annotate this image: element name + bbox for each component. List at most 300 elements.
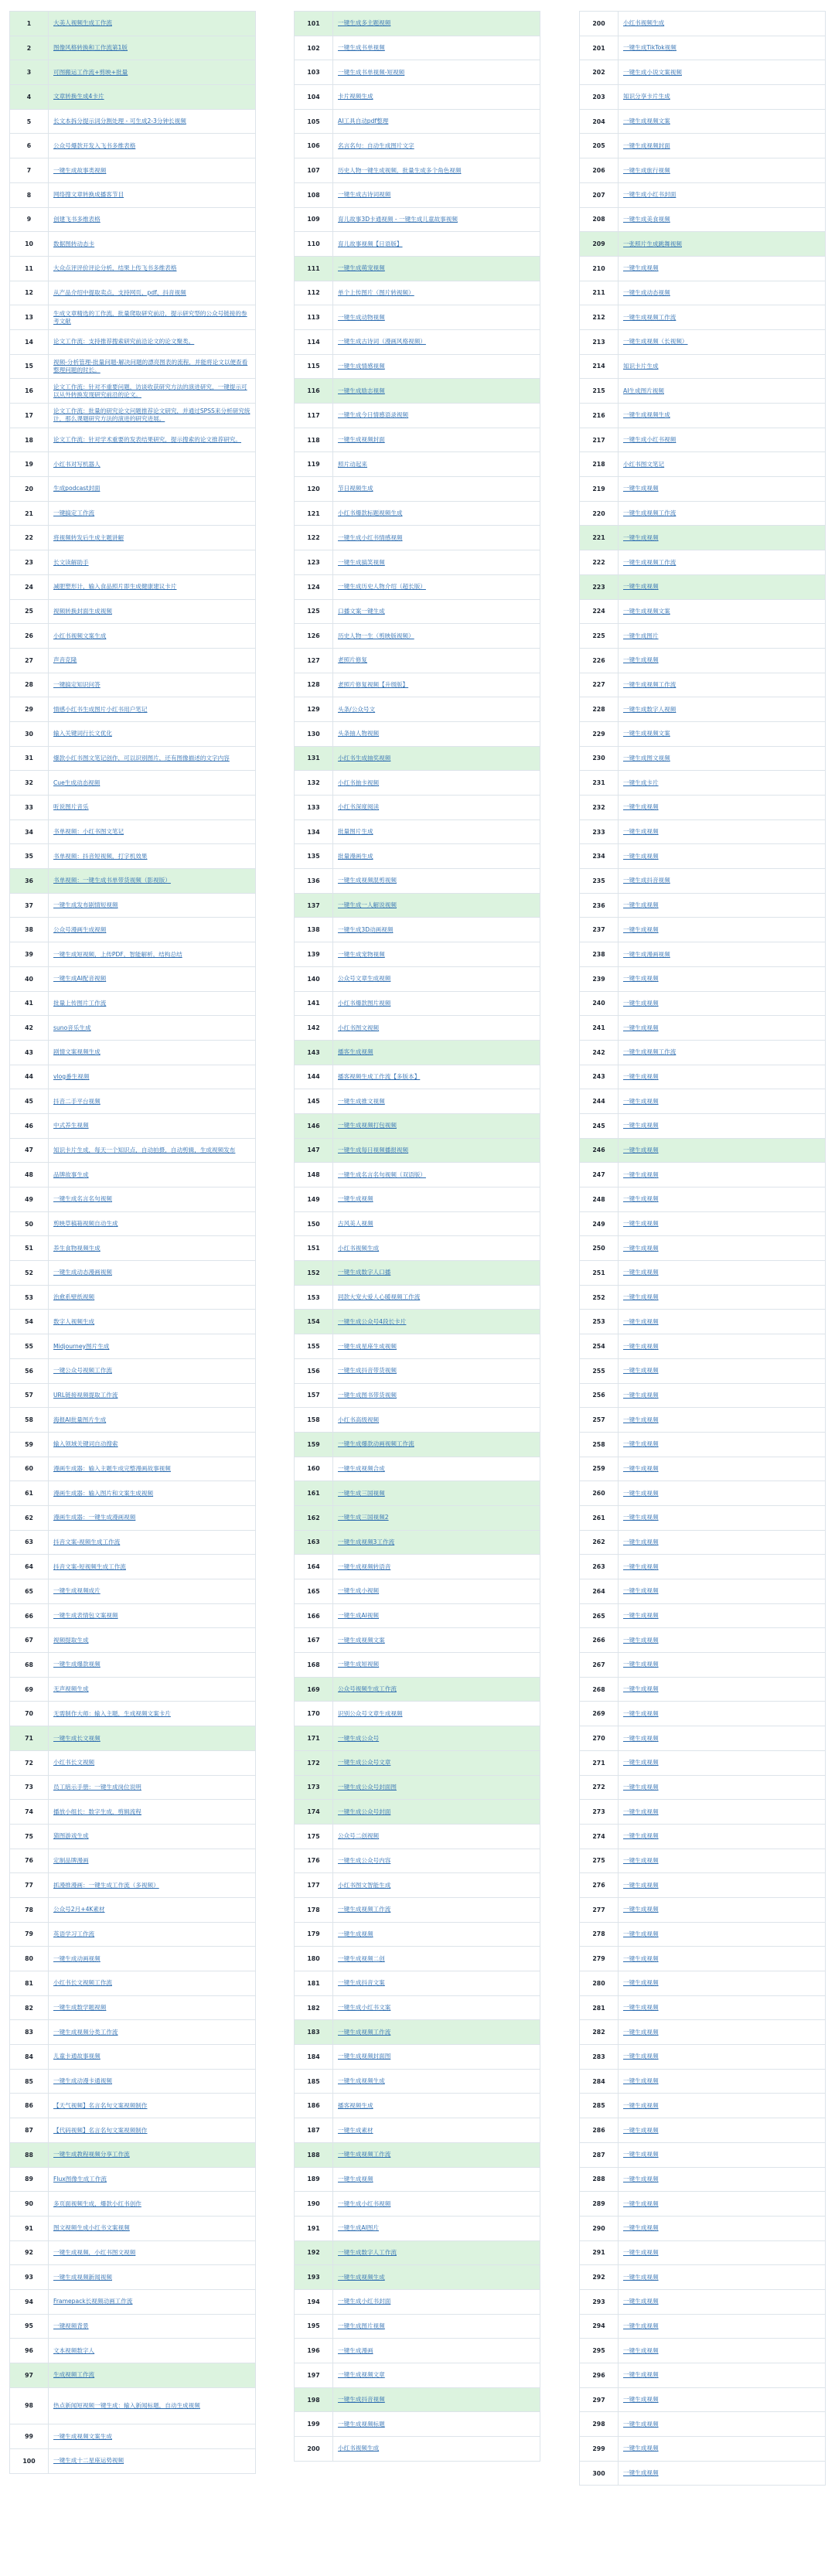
workflow-link[interactable]: 一键公众号视频工作流	[53, 1367, 112, 1375]
workflow-link[interactable]: 抓漫推漫画：一键生成工作流（多视频）	[53, 1881, 159, 1889]
workflow-link[interactable]: 抖音文案-视频生成工作流	[53, 1538, 121, 1546]
workflow-link[interactable]: 一键生成视频生成	[623, 411, 670, 419]
workflow-link[interactable]: 员工暗示手册：一键生成岗位说明	[53, 1783, 141, 1791]
workflow-link[interactable]: 公众号2月+4K素材	[53, 1906, 105, 1913]
workflow-link[interactable]: 一键生成视频生成	[338, 2077, 385, 2085]
workflow-link[interactable]: 治愈系壁纸视频	[53, 1293, 95, 1301]
workflow-link[interactable]: 一键生成星座生成视频	[338, 1342, 397, 1350]
workflow-link[interactable]: 一键生成视频	[623, 1170, 659, 1178]
workflow-link[interactable]: 一键生成名言名句视频（双语版）	[338, 1170, 426, 1178]
workflow-link[interactable]: 文本视频数字人	[53, 2346, 95, 2354]
workflow-link[interactable]: 小红书抽卡视频	[338, 779, 380, 786]
workflow-link[interactable]: 一键生成萌宠视频	[338, 264, 385, 272]
workflow-link[interactable]: 一键生成视频工作流	[338, 2151, 391, 2159]
workflow-link[interactable]: 一键生成三国视频2	[338, 1514, 389, 1521]
workflow-link[interactable]: 名言名句：自动生成图片文字	[338, 141, 414, 149]
workflow-link[interactable]: 历史人物一生（剪映版视频）	[338, 632, 414, 639]
workflow-link[interactable]: 一键生成视频	[623, 2371, 659, 2379]
workflow-link[interactable]: Midjourney图片生成	[53, 1342, 110, 1350]
workflow-link[interactable]: 一键生成动物视频	[338, 313, 385, 321]
workflow-link[interactable]: 一键生成视频	[623, 2224, 659, 2232]
workflow-link[interactable]: 一键生成视频	[623, 1881, 659, 1889]
workflow-link[interactable]: 无声视频生成	[53, 1685, 89, 1693]
workflow-link[interactable]: 数字人视频生成	[53, 1317, 95, 1325]
workflow-link[interactable]: 一键生成小红书文案	[338, 2004, 391, 2012]
workflow-link[interactable]: 老照片修复	[338, 656, 367, 664]
workflow-link[interactable]: 一键生成视频	[623, 656, 659, 664]
workflow-link[interactable]: 生成podcast封面	[53, 485, 101, 492]
workflow-link[interactable]: 一张照片生成跳舞视频	[623, 240, 682, 247]
workflow-link[interactable]: 一键生成十二星座运势视频	[53, 2457, 124, 2465]
workflow-link[interactable]: 一键搞定知识问答	[53, 680, 101, 688]
workflow-link[interactable]: 生成视频工作流	[53, 2371, 95, 2379]
workflow-link[interactable]: 一键生成旅行视频	[623, 166, 670, 174]
workflow-link[interactable]: 一键生成视频	[623, 485, 659, 492]
workflow-link[interactable]: 小红书长文视频工作流	[53, 1979, 112, 1987]
workflow-link[interactable]: 一键生成视频打包视频	[338, 1122, 397, 1130]
workflow-link[interactable]: 论文工作流：批量的研究论文问题推荐论文研究，并通过SPSS来分析研究统计，那么课题研究方法的演进的研究进展。	[53, 407, 250, 423]
workflow-link[interactable]: Framepack长视频动画工作流	[53, 2298, 133, 2305]
workflow-link[interactable]: 一键生成视频（长视频）	[623, 338, 688, 346]
workflow-link[interactable]: 海报AI批量图片生成	[53, 1416, 107, 1423]
workflow-link[interactable]: 一键生成视频	[623, 2199, 659, 2207]
workflow-link[interactable]: 情感小红书生成图片小红书用户笔记	[53, 705, 148, 713]
workflow-link[interactable]: 一键生成视频	[623, 2298, 659, 2305]
workflow-link[interactable]: 一键生成视频	[623, 1489, 659, 1497]
workflow-link[interactable]: AI生成图片视频	[623, 387, 664, 394]
workflow-link[interactable]: AI工具自动pdf整理	[338, 118, 389, 125]
workflow-link[interactable]: 一键生成视频	[623, 828, 659, 836]
workflow-link[interactable]: 一键生成视频	[623, 1220, 659, 1228]
workflow-link[interactable]: 一键生成视频	[623, 2420, 659, 2428]
workflow-link[interactable]: 卡片视频生成	[338, 93, 373, 101]
workflow-link[interactable]: 知识卡片生成	[623, 363, 659, 370]
workflow-link[interactable]: 一键生成表情包文案视频	[53, 1612, 118, 1620]
workflow-link[interactable]: 一键生成动漫卡通视频	[53, 2077, 112, 2085]
workflow-link[interactable]: 批量漫画生成	[338, 852, 373, 860]
workflow-link[interactable]: 一键生成美食视频	[623, 215, 670, 223]
workflow-link[interactable]: 漫画生成器：输入图片和文案生成视频	[53, 1489, 154, 1497]
workflow-link[interactable]: 小红书爆款图片视频	[338, 999, 391, 1007]
workflow-link[interactable]: 一键生成漫画视频	[623, 950, 670, 958]
workflow-link[interactable]: vlog番生视频	[53, 1072, 90, 1080]
workflow-link[interactable]: 育儿故事视频【日语版】	[338, 240, 403, 247]
workflow-link[interactable]: 一键生成视频文章	[338, 2371, 385, 2379]
workflow-link[interactable]: 一键生成爆款视频	[53, 1661, 101, 1668]
workflow-link[interactable]: 一键生成视频	[623, 1661, 659, 1668]
workflow-link[interactable]: 视频提取生成	[53, 1636, 89, 1644]
workflow-link[interactable]: 一键生成漫画	[338, 2346, 373, 2354]
workflow-link[interactable]: 一键生成短视频，上传PDF，智能解析，结构总结	[53, 950, 182, 958]
workflow-link[interactable]: 小红书图文视频	[338, 1024, 380, 1031]
workflow-link[interactable]: 播客视频生成工作流【多版本】	[338, 1072, 421, 1080]
workflow-link[interactable]: 一键生成三国视频	[338, 1489, 385, 1497]
workflow-link[interactable]: 一键生成视频新闻视频	[53, 2273, 112, 2281]
workflow-link[interactable]: 书单视频：小红书图文笔记	[53, 828, 124, 836]
workflow-link[interactable]: 一键生成小红书封面	[623, 191, 677, 199]
workflow-link[interactable]: 一键生成视频工作流	[623, 680, 677, 688]
workflow-link[interactable]: 一键生成视频封面图	[338, 2053, 391, 2060]
workflow-link[interactable]: 论文工作流：支持推荐搜索研究前沿论文的论文聚类。	[53, 338, 195, 346]
workflow-link[interactable]: 一键生成视频	[623, 2053, 659, 2060]
workflow-link[interactable]: 一键生成小红书封面	[338, 2298, 391, 2305]
workflow-link[interactable]: 一键生成故事类视频	[53, 166, 107, 174]
workflow-link[interactable]: 一键生成视频文案生成	[53, 2432, 112, 2440]
workflow-link[interactable]: 同款大宠大爱人心暖视频工作流	[338, 1293, 421, 1301]
workflow-link[interactable]: 一键生成小红书情感视频	[338, 533, 403, 541]
workflow-link[interactable]: 一键生成视频标题	[338, 2420, 385, 2428]
workflow-link[interactable]: 一键生成公众号	[338, 1734, 380, 1742]
workflow-link[interactable]: 一键生成视频	[623, 2322, 659, 2330]
workflow-link[interactable]: 一键生成视频	[623, 1269, 659, 1276]
workflow-link[interactable]: 书单视频：抖音短视频，打字机效果	[53, 852, 148, 860]
workflow-link[interactable]: 一键生成视频	[623, 533, 659, 541]
workflow-link[interactable]: 一键生成视频	[623, 1024, 659, 1031]
workflow-link[interactable]: 一键生成今日情感语录视频	[338, 411, 409, 419]
workflow-link[interactable]: 一键生成数字人口播	[338, 1269, 391, 1276]
workflow-link[interactable]: suno音乐生成	[53, 1024, 91, 1031]
workflow-link[interactable]: 一键生成视频	[623, 2346, 659, 2354]
workflow-link[interactable]: 可图搬运工作流+剪映+批量	[53, 68, 128, 76]
workflow-link[interactable]: 一键生成视频	[623, 1906, 659, 1913]
workflow-link[interactable]: 一键生成视频文案	[623, 730, 670, 738]
workflow-link[interactable]: 一键生成视频	[623, 1954, 659, 1962]
workflow-link[interactable]: 听说图片音乐	[53, 803, 89, 811]
workflow-link[interactable]: 数据图转动态卡	[53, 240, 95, 247]
workflow-link[interactable]: 一键生成视频	[623, 1930, 659, 1938]
workflow-link[interactable]: 一键生成每日视频播报视频	[338, 1147, 409, 1154]
workflow-link[interactable]: 一键生成视频合成	[338, 1464, 385, 1472]
workflow-link[interactable]: 一键生成动态视频	[623, 288, 670, 296]
workflow-link[interactable]: 剪映草稿箱视频自动生成	[53, 1220, 118, 1228]
workflow-link[interactable]: Flux图像生成工作流	[53, 2175, 107, 2182]
workflow-link[interactable]: 论文工作流：针对学术重要的发表结果研究，提示搜索的论文推荐研究。	[53, 436, 241, 444]
workflow-link[interactable]: 将视频转发后生成主题讲解	[53, 533, 124, 541]
workflow-link[interactable]: 一键生成动画视频	[53, 1954, 101, 1962]
workflow-link[interactable]: 【天气视频】名言名句文案视频制作	[53, 2101, 148, 2109]
workflow-link[interactable]: 一键生成视频文案	[623, 607, 670, 615]
workflow-link[interactable]: 历史人物一键生成视频，批量生成多个角色视频	[338, 166, 462, 174]
workflow-link[interactable]: 一键生成视频	[623, 2175, 659, 2182]
workflow-link[interactable]: 小红书对写机器人	[53, 460, 101, 468]
workflow-link[interactable]: 一键生成小视频	[338, 1587, 380, 1595]
workflow-link[interactable]: 小红书视频生成	[623, 19, 665, 27]
workflow-link[interactable]: 一键生成视频分类工作流	[53, 2028, 118, 2036]
workflow-link[interactable]: 一键生成视频	[623, 925, 659, 933]
workflow-link[interactable]: 小红书生成抽奖视频	[338, 755, 391, 762]
workflow-link[interactable]: 一键生成视频文案	[623, 118, 670, 125]
workflow-link[interactable]: 批量上传图片工作流	[53, 999, 107, 1007]
workflow-link[interactable]: 一键生成AI图片	[338, 2224, 379, 2232]
workflow-link[interactable]: 一键生成视频	[623, 2445, 659, 2452]
workflow-link[interactable]: 一键生成视频	[623, 1097, 659, 1105]
workflow-link[interactable]: 一键生成视频	[623, 1612, 659, 1620]
workflow-link[interactable]: 一键生成历史人物介绍（超长版）	[338, 583, 426, 591]
workflow-link[interactable]: 一键生成视频	[623, 999, 659, 1007]
workflow-link[interactable]: 一键生成公众号文章	[338, 1759, 391, 1767]
workflow-link[interactable]: 一键生成小红书视频	[623, 436, 677, 444]
workflow-link[interactable]: 公众号文章生成视频	[338, 975, 391, 983]
workflow-link[interactable]: 一键生成抖音带货视频	[338, 1367, 397, 1375]
workflow-link[interactable]: 一键生成动态漫画视频	[53, 1269, 112, 1276]
workflow-link[interactable]: 一键生成视频二创	[338, 1954, 385, 1962]
workflow-link[interactable]: 小红书图文智能生成	[338, 1881, 391, 1889]
workflow-link[interactable]: 一键生成抖音文案	[338, 1979, 385, 1987]
workflow-link[interactable]: 一键生成数字人视频	[623, 705, 677, 713]
workflow-link[interactable]: 一键生成抖音视频	[623, 877, 670, 884]
workflow-link[interactable]: 一键生成视频	[623, 1391, 659, 1399]
workflow-link[interactable]: 一键生成视频生成	[338, 2273, 385, 2281]
workflow-link[interactable]: 公众号漫画生成视频	[53, 925, 107, 933]
workflow-link[interactable]: 老照片修复视频【升级版】	[338, 680, 409, 688]
workflow-link[interactable]: 一键生成视频	[623, 2273, 659, 2281]
workflow-link[interactable]: 小红书视频文案生成	[53, 632, 107, 639]
workflow-link[interactable]: 一键生成视频	[623, 1293, 659, 1301]
workflow-link[interactable]: 猜图游戏生成	[53, 1832, 89, 1840]
workflow-link[interactable]: 长文本拆分提示词分割处理 - 可生成2-3分钟长视频	[53, 118, 186, 125]
workflow-link[interactable]: 一键生成视频	[623, 1685, 659, 1693]
workflow-link[interactable]: 一键生成视频	[338, 1195, 373, 1203]
workflow-link[interactable]: 一键生成书单视频-短视频	[338, 68, 405, 76]
workflow-link[interactable]: 一键生成教程视频分享工作流	[53, 2151, 130, 2159]
workflow-link[interactable]: 输入关键词行长文优化	[53, 730, 112, 738]
workflow-link[interactable]: 一键生成视频	[623, 1979, 659, 1987]
workflow-link[interactable]: 一键生成视频	[623, 1587, 659, 1595]
workflow-link[interactable]: 一键生成小红书视频	[338, 2199, 391, 2207]
workflow-link[interactable]: 一键生成公众号4段长卡片	[338, 1317, 407, 1325]
workflow-link[interactable]: 照片动起来	[338, 460, 367, 468]
workflow-link[interactable]: 输入领域关键词自动搜索	[53, 1440, 118, 1448]
workflow-link[interactable]: 一键生成视频	[623, 583, 659, 591]
workflow-link[interactable]: 批量图片生成	[338, 828, 373, 836]
workflow-link[interactable]: 一键生成视频转语音	[338, 1562, 391, 1570]
workflow-link[interactable]: 一键生成视频	[623, 1709, 659, 1717]
workflow-link[interactable]: 图文视频生成小红书文案视频	[53, 2224, 130, 2232]
workflow-link[interactable]: 漫画生成器：一键生成漫画视频	[53, 1514, 136, 1521]
workflow-link[interactable]: 图像风格转换和工作流第1版	[53, 44, 128, 52]
workflow-link[interactable]: 大众点评评价评论分析，结果上传飞书多维表格	[53, 264, 177, 272]
workflow-link[interactable]: 一键生成发布剧情短视频	[53, 901, 118, 909]
workflow-link[interactable]: 一键生成视频	[623, 1147, 659, 1154]
workflow-link[interactable]: 一键生成长文视频	[53, 1734, 101, 1742]
workflow-link[interactable]: 小红书深度阅读	[338, 803, 380, 811]
workflow-link[interactable]: 一键生成公众号封面图	[338, 1783, 397, 1791]
workflow-link[interactable]: 一键生成AI配音视频	[53, 975, 107, 983]
workflow-link[interactable]: 一键生成视频	[623, 1072, 659, 1080]
workflow-link[interactable]: Cue生成动态视频	[53, 779, 101, 786]
workflow-link[interactable]: 一键生成图片	[623, 632, 659, 639]
workflow-link[interactable]: 公众号视频生成工作流	[338, 1685, 397, 1693]
workflow-link[interactable]: 一键生成视频工作流	[623, 313, 677, 321]
workflow-link[interactable]: 小红书视频生成	[338, 2445, 380, 2452]
workflow-link[interactable]: 一键生成视频	[623, 2151, 659, 2159]
workflow-link[interactable]: 一键生成视频	[623, 2469, 659, 2477]
workflow-link[interactable]: 一键生成视频	[623, 803, 659, 811]
workflow-link[interactable]: 一键生成视频	[623, 1342, 659, 1350]
workflow-link[interactable]: 文章转换生成4卡片	[53, 93, 104, 101]
workflow-link[interactable]: 一键生成视频	[623, 2077, 659, 2085]
workflow-link[interactable]: 一键生成视频3工作流	[338, 1538, 395, 1546]
workflow-link[interactable]: 儿童卡通故事视频	[53, 2053, 101, 2060]
workflow-link[interactable]: 一键生成视频工作流	[623, 509, 677, 517]
workflow-link[interactable]: 小红书长文视频	[53, 1759, 95, 1767]
workflow-link[interactable]: 一键生成视频工作流	[623, 558, 677, 566]
workflow-link[interactable]: 一键生成小说文案视频	[623, 68, 682, 76]
workflow-link[interactable]: 一键生成图片视频	[338, 2322, 385, 2330]
workflow-link[interactable]: 单个上传图片（图片转视频）	[338, 288, 414, 296]
workflow-link[interactable]: 漫画生成器：输入主题生成完整漫画故事视频	[53, 1464, 171, 1472]
workflow-link[interactable]: 英语学习工作流	[53, 1930, 95, 1938]
workflow-link[interactable]: 一键生成视频封面	[623, 141, 670, 149]
workflow-link[interactable]: 抖音文案-短视频生成工作流	[53, 1562, 126, 1570]
workflow-link[interactable]: 一键生成视频成片	[53, 1587, 101, 1595]
workflow-link[interactable]: 播放小组长：数字生成，剪辑流程	[53, 1808, 141, 1815]
workflow-link[interactable]: 一键生成视频	[623, 1122, 659, 1130]
workflow-link[interactable]: 一键生成视频	[623, 264, 659, 272]
workflow-link[interactable]: 头条/公众号文	[338, 705, 376, 713]
workflow-link[interactable]: 一键生成素材	[338, 2126, 373, 2134]
workflow-link[interactable]: 品牌故事生成	[53, 1170, 89, 1178]
workflow-link[interactable]: 一键视频背景	[53, 2322, 89, 2330]
workflow-link[interactable]: 播客视频生成	[338, 2101, 373, 2109]
workflow-link[interactable]: 一键生成视频工作流	[338, 1906, 391, 1913]
workflow-link[interactable]: 一键生成视频	[623, 1195, 659, 1203]
workflow-link[interactable]: 识别公众号文章生成视频	[338, 1709, 403, 1717]
workflow-link[interactable]: 一键生成视频	[623, 1464, 659, 1472]
workflow-link[interactable]: 一键生成公众号内容	[338, 1856, 391, 1864]
workflow-link[interactable]: 声音克隆	[53, 656, 77, 664]
workflow-link[interactable]: 长文读解助手	[53, 558, 89, 566]
workflow-link[interactable]: 一键生成数学题视频	[53, 2004, 107, 2012]
workflow-link[interactable]: 剧情文案视频生成	[53, 1048, 101, 1056]
workflow-link[interactable]: 一键生成视频	[623, 2101, 659, 2109]
workflow-link[interactable]: 一键生成视频	[623, 2248, 659, 2256]
workflow-link[interactable]: 一键生成视频	[623, 1759, 659, 1767]
workflow-link[interactable]: 一键生成视频	[623, 1538, 659, 1546]
workflow-link[interactable]: 一键生成视频	[338, 1930, 373, 1938]
workflow-link[interactable]: 一键生成3D动画视频	[338, 925, 394, 933]
workflow-link[interactable]: 一键生成短视频	[338, 1661, 380, 1668]
workflow-link[interactable]: 一键生成视频工作流	[338, 2028, 391, 2036]
workflow-link[interactable]: 一键生成数字人工作流	[338, 2248, 397, 2256]
workflow-link[interactable]: 一键生成多主题视频	[338, 19, 391, 27]
workflow-link[interactable]: 一键生成视频	[623, 1734, 659, 1742]
workflow-link[interactable]: 定制品牌漫画	[53, 1856, 89, 1864]
workflow-link[interactable]: 一键生成视频	[623, 1244, 659, 1252]
workflow-link[interactable]: 一键生成古诗词（漫画风格视频）	[338, 338, 426, 346]
workflow-link[interactable]: 播客生成视频	[338, 1048, 373, 1056]
workflow-link[interactable]: 一键生成视频文案	[338, 1636, 385, 1644]
workflow-link[interactable]: 古风美人视频	[338, 1220, 373, 1228]
workflow-link[interactable]: 一键生成图文视频	[623, 755, 670, 762]
workflow-link[interactable]: 公众号二创视频	[338, 1832, 380, 1840]
workflow-link[interactable]: 口播文案一键生成	[338, 607, 385, 615]
workflow-link[interactable]: 一键生成视频	[623, 975, 659, 983]
workflow-link[interactable]: 热点新闻短视频一键生成：输入新闻标题，自动生成视频	[53, 2402, 200, 2409]
workflow-link[interactable]: 一键生成卡片	[623, 779, 659, 786]
workflow-link[interactable]: 一键生成视频	[623, 2004, 659, 2012]
workflow-link[interactable]: 小红书图文笔记	[623, 460, 665, 468]
workflow-link[interactable]: 抖音二手平台视频	[53, 1097, 101, 1105]
workflow-link[interactable]: 头条抽人物视频	[338, 730, 380, 738]
workflow-link[interactable]: 一键生成视频	[338, 2175, 373, 2182]
workflow-link[interactable]: 一键生成推文视频	[338, 1097, 385, 1105]
workflow-link[interactable]: 视频转换封面生成视频	[53, 607, 112, 615]
workflow-link[interactable]: 公众号爆款开发入飞书多维表格	[53, 141, 136, 149]
workflow-link[interactable]: 从产品介绍中提取卖点，支持网页、pdf、抖音视频	[53, 288, 186, 296]
workflow-link[interactable]: 一键生成视频	[623, 901, 659, 909]
workflow-link[interactable]: 一键生成视频	[623, 1783, 659, 1791]
workflow-link[interactable]: 知识分享卡片生成	[623, 93, 670, 101]
workflow-link[interactable]: 一键生成视频	[623, 1317, 659, 1325]
workflow-link[interactable]: 一键生成视频	[623, 1367, 659, 1375]
workflow-link[interactable]: 育儿故事3D卡通视频 - 一键生成儿童故事视频	[338, 215, 458, 223]
workflow-link[interactable]: 多页面视频生成，爆款小红书创作	[53, 2199, 141, 2207]
workflow-link[interactable]: 一键生成图书带货视频	[338, 1391, 397, 1399]
workflow-link[interactable]: 一键生成TikTok视频	[623, 44, 677, 52]
workflow-link[interactable]: 小红书爆款标题视频生成	[338, 509, 403, 517]
workflow-link[interactable]: 一键生成视频	[623, 852, 659, 860]
workflow-link[interactable]: 一键生成视频	[623, 1562, 659, 1570]
workflow-link[interactable]: 大美人视频生成工作流	[53, 19, 112, 27]
workflow-link[interactable]: URL链接视频提取工作流	[53, 1391, 118, 1399]
workflow-link[interactable]: 一键生成古诗词视频	[338, 191, 391, 199]
workflow-link[interactable]: 一键生成爆款动画视频工作流	[338, 1440, 414, 1448]
workflow-link[interactable]: 一键生成情感视频	[338, 363, 385, 370]
workflow-link[interactable]: 一键生成名言名句视频	[53, 1195, 112, 1203]
workflow-link[interactable]: 一键生成视频	[623, 1514, 659, 1521]
workflow-link[interactable]: 爆款小红书图文笔记创作，可以识别图片，还有图像描述的文字内容	[53, 755, 230, 762]
workflow-link[interactable]: 节日视频生成	[338, 485, 373, 492]
workflow-link[interactable]: 视频-分析管理-批量问题-解决问题的漂亮图表的流程，并能将论文以便查看整理问题的时长。	[53, 359, 248, 373]
workflow-link[interactable]: 一键生成视频封面	[338, 436, 385, 444]
workflow-link[interactable]: 中式养生视频	[53, 1122, 89, 1130]
workflow-link[interactable]: 知识卡片生成，每天一个知识点，自动拍摄，自动剪辑，生成视频发布	[53, 1147, 236, 1154]
workflow-link[interactable]: 小红书高级视频	[338, 1416, 380, 1423]
workflow-link[interactable]: 一键搞定工作流	[53, 509, 95, 517]
workflow-link[interactable]: 一键生成视频	[623, 1416, 659, 1423]
workflow-link[interactable]: 书单视频：一键生成书单带货视频（影视版）	[53, 877, 171, 884]
workflow-link[interactable]: 论文工作流：针对不重要问题，访谈收获研究方法的演进研究，一键提示可以从外转换发现研究前沿的论文。	[53, 383, 247, 398]
workflow-link[interactable]: 一键生成视频	[623, 1832, 659, 1840]
workflow-link[interactable]: 一键生成抖音视频	[338, 2396, 385, 2404]
workflow-link[interactable]: 小红书视频生成	[338, 1244, 380, 1252]
workflow-link[interactable]: 一键生成视频	[623, 1856, 659, 1864]
workflow-link[interactable]: 一键生成宠物视频	[338, 950, 385, 958]
workflow-link[interactable]: 一键生成视频	[623, 2396, 659, 2404]
workflow-link[interactable]: 一键生成视频	[623, 1808, 659, 1815]
workflow-link[interactable]: 生成文章精选的工作流，批量爬取研究前沿，提示研究型的公众号链接的参考文献	[53, 309, 247, 325]
workflow-link[interactable]: 一键生成一人解说视频	[338, 901, 397, 909]
workflow-link[interactable]: 减肥塑形计，输入食品照片即生成健康建议卡片	[53, 583, 177, 591]
workflow-link[interactable]: 一键生成视频	[623, 1636, 659, 1644]
workflow-link[interactable]: 一键生成AI视频	[338, 1612, 379, 1620]
workflow-link[interactable]: 【代码视频】名言名句文案视频制作	[53, 2126, 148, 2134]
workflow-link[interactable]: 一键生成公众号封面	[338, 1808, 391, 1815]
workflow-link[interactable]: 创建飞书多维表格	[53, 215, 101, 223]
workflow-link[interactable]: 一键生成视频混剪视频	[338, 877, 397, 884]
workflow-link[interactable]: 养生食物视频生成	[53, 1244, 101, 1252]
workflow-link[interactable]: 一键生成视频，小红书图文视频	[53, 2248, 136, 2256]
workflow-link[interactable]: 一键生成视频	[623, 1440, 659, 1448]
workflow-link[interactable]: 一键生成书单视频	[338, 44, 385, 52]
workflow-link[interactable]: 一键生成励志视频	[338, 387, 385, 394]
workflow-link[interactable]: 一键生成搞笑视频	[338, 558, 385, 566]
workflow-link[interactable]: 无需制作大师：输入主题，生成视频文案卡片	[53, 1709, 171, 1717]
workflow-link[interactable]: 一键生成视频	[623, 2126, 659, 2134]
workflow-link[interactable]: 网络搜文章转换成播客节目	[53, 191, 124, 199]
workflow-link[interactable]: 一键生成视频	[623, 2028, 659, 2036]
